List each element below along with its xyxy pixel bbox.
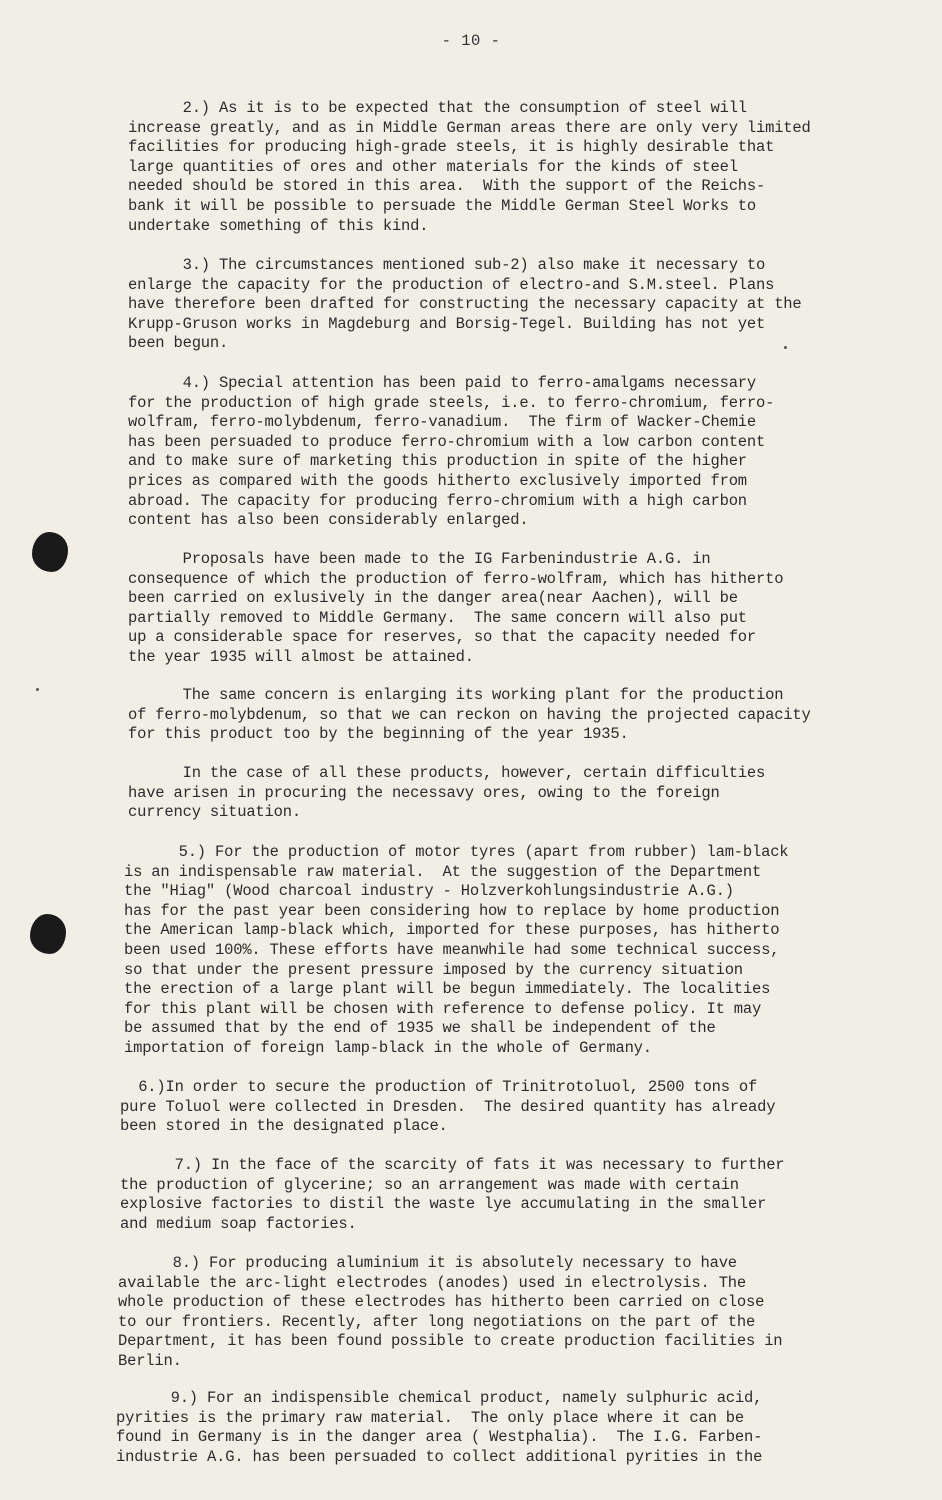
- paragraph-3: 3.) The circumstances mentioned sub-2) also make it necessary to enlarge the capacity for the production of electro-and S.M.steel. Plans have therefore been drafted for constructing the necessary capacity at the Krupp-Gruson works in Magdeburg and Borsig-Tegel. Building has not yet been begun.: [128, 256, 802, 353]
- paragraph-7: 7.) In the face of the scarcity of fats it was necessary to further the production of glycerine; so an arrangement was made with certain explosive factories to distil the waste lye accumulating in the smaller and medium soap factories.: [120, 1156, 785, 1233]
- punch-hole-upper: [32, 532, 68, 572]
- paragraph-9: 9.) For an indispensible chemical product, namely sulphuric acid, pyrities is the primary raw material. The only place where it can be found in Germany is in the danger area ( Westphalia). The I.G. Farben- industrie A.G. has been persuaded to collect additional pyrities in the: [116, 1389, 763, 1466]
- paragraph-6: 6.)In order to secure the production of Trinitrotoluol, 2500 tons of pure Toluol were collected in Dresden. The desired quantity has already been stored in the designated place.: [120, 1078, 776, 1136]
- paragraph-8: 8.) For producing aluminium it is absolutely necessary to have available the arc-light electrodes (anodes) used in electrolysis. The whole production of these electrodes has hitherto been carried on close to our frontiers. Recently, after long negotiations on the part of the Department, it has been found possible to create production facilities in Berlin.: [118, 1254, 783, 1370]
- paper-speck: [784, 346, 787, 349]
- paragraph-4: 4.) Special attention has been paid to ferro-amalgams necessary for the production of high grade steels, i.e. to ferro-chromium, ferro- wolfram, ferro-molybdenum, ferro-vanadium. The firm of Wacker-Chemie has been persuaded to produce ferro-chromium with a low carbon content and to make sure of marketing this production in spite of the higher prices as compared with the goods hitherto exclusively imported from abroad. The capacity for producing ferro-chromium with a high carbon content has also been considerably enlarged.: [128, 374, 775, 530]
- paragraph-4-proposals: Proposals have been made to the IG Farbenindustrie A.G. in consequence of which the production of ferro-wolfram, which has hitherto been carried on exlusively in the danger area(near Aachen), will be partially removed to Middle Germany. The same concern will also put up a considerable space for reserves, so that the capacity needed for the year 1935 will almost be attained.: [128, 550, 784, 666]
- paragraph-2: 2.) As it is to be expected that the consumption of steel will increase greatly, and as in Middle German areas there are only very limited facilities for producing high-grade steels, it is highly desirable that large quantities of ores and other materials for the kinds of steel needed should be stored in this area. With the support of the Reichs- bank it will be possible to persuade the Middle German Steel Works to undertake something of this kind.: [128, 99, 811, 235]
- page-number: - 10 -: [441, 32, 501, 50]
- paper-speck: [36, 688, 39, 691]
- punch-hole-lower: [30, 914, 66, 954]
- paragraph-5: 5.) For the production of motor tyres (apart from rubber) lam-black is an indispensable raw material. At the suggestion of the Department the "Hiag" (Wood charcoal industry - Holzverkohlungsindustrie A.G.) has for the past year been considering how to replace by home production the American lamp-black which, imported for these purposes, has hitherto been used 100%. These efforts have meanwhile had some technical success, so that under the present pressure imposed by the currency situation the erection of a large plant will be begun immediately. The localities for this plant will be chosen with reference to defense policy. It may be assumed that by the end of 1935 we shall be independent of the importation of foreign lamp-black in the whole of Germany.: [124, 843, 789, 1057]
- paragraph-4-same-concern: The same concern is enlarging its working plant for the production of ferro-molybdenum, so that we can reckon on having the projected capacity for this product too by the beginning of the year 1935.: [128, 686, 811, 744]
- paragraph-4-difficulties: In the case of all these products, however, certain difficulties have arisen in procuring the necessavy ores, owing to the foreign currency situation.: [128, 764, 766, 822]
